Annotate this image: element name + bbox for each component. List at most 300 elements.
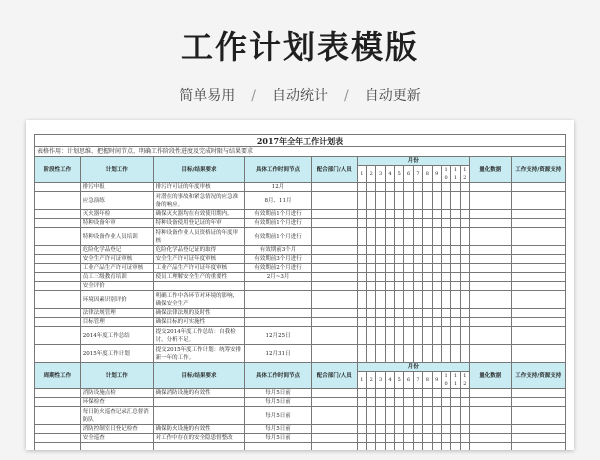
department-cell — [311, 228, 357, 246]
month-cell — [451, 264, 460, 273]
month-cell — [357, 318, 366, 327]
month-cell — [367, 398, 376, 407]
time-node-cell: 每月5日前 — [245, 425, 312, 434]
month-cell — [460, 282, 469, 291]
month-cell — [404, 192, 413, 210]
table-row — [35, 434, 566, 443]
month-cell — [432, 389, 441, 398]
quant-data-cell — [469, 425, 511, 434]
month-cell — [404, 183, 413, 192]
month-cell — [385, 318, 394, 327]
month-cell — [460, 219, 469, 228]
month-cell — [367, 425, 376, 434]
month-cell — [432, 309, 441, 318]
month-cell — [432, 282, 441, 291]
month-cell — [441, 183, 450, 192]
month-cell — [395, 291, 404, 309]
month-cell — [460, 318, 469, 327]
month-cell — [432, 443, 441, 451]
month-cell — [385, 273, 394, 282]
month-cell — [385, 183, 394, 192]
header-department: 配合部门/人员 — [311, 157, 357, 183]
month-cell — [376, 273, 385, 282]
month-cell — [432, 192, 441, 210]
month-cell — [441, 398, 450, 407]
month-cell — [413, 273, 422, 282]
header-periodic-work: 周期性工作 — [35, 363, 81, 389]
month-cell — [376, 425, 385, 434]
header-month: 月份 — [357, 157, 469, 166]
phase-cell — [35, 434, 81, 443]
department-cell — [311, 219, 357, 228]
goal-cell — [153, 443, 245, 451]
month-header-cell: 6 — [404, 166, 413, 183]
month-cell — [423, 407, 432, 425]
phase-cell — [35, 345, 81, 363]
spreadsheet-preview — [26, 120, 574, 450]
table-row — [35, 210, 566, 219]
support-cell — [511, 327, 565, 345]
month-cell — [432, 255, 441, 264]
month-cell — [385, 345, 394, 363]
quant-data-cell — [469, 255, 511, 264]
month-cell — [404, 327, 413, 345]
phase-cell — [35, 192, 81, 210]
month-cell — [395, 228, 404, 246]
quant-data-cell — [469, 183, 511, 192]
goal-cell: 安全生产许可证年度审核 — [153, 255, 245, 264]
department-cell — [311, 434, 357, 443]
month-cell — [376, 318, 385, 327]
month-cell — [385, 246, 394, 255]
month-cell — [451, 255, 460, 264]
table-row — [35, 291, 566, 309]
table-row — [35, 318, 566, 327]
month-cell — [357, 255, 366, 264]
month-cell — [451, 309, 460, 318]
month-cell — [376, 309, 385, 318]
month-cell — [376, 407, 385, 425]
goal-cell — [153, 282, 245, 291]
month-cell — [460, 425, 469, 434]
time-node-cell: 每月5日前 — [245, 398, 312, 407]
month-cell — [460, 210, 469, 219]
month-cell — [404, 318, 413, 327]
month-cell — [404, 309, 413, 318]
month-cell — [451, 389, 460, 398]
month-cell — [460, 291, 469, 309]
table-row — [35, 443, 566, 451]
month-cell — [423, 273, 432, 282]
month-cell — [451, 219, 460, 228]
plan-work-cell: 消防控制室日登记检查 — [80, 425, 153, 434]
month-cell — [357, 210, 366, 219]
phase-cell — [35, 389, 81, 398]
month-cell — [385, 327, 394, 345]
month-cell — [367, 219, 376, 228]
month-cell — [441, 425, 450, 434]
month-header-cell: 7 — [413, 372, 422, 389]
month-header-cell: 10 — [441, 372, 450, 389]
quant-data-cell — [469, 327, 511, 345]
table-row — [35, 425, 566, 434]
month-cell — [432, 183, 441, 192]
month-cell — [441, 264, 450, 273]
goal-cell — [153, 398, 245, 407]
phase-cell — [35, 398, 81, 407]
phase-cell — [35, 228, 81, 246]
month-cell — [395, 389, 404, 398]
month-cell — [460, 273, 469, 282]
month-header-cell: 1 — [357, 372, 366, 389]
support-cell — [511, 282, 565, 291]
month-cell — [413, 228, 422, 246]
department-cell — [311, 389, 357, 398]
plan-work-cell: 消防设施点检 — [80, 389, 153, 398]
month-cell — [441, 255, 450, 264]
time-node-cell: 12月25日 — [245, 327, 312, 345]
time-node-cell: 有效期前1个月进行 — [245, 210, 312, 219]
month-header-cell: 8 — [423, 372, 432, 389]
month-cell — [395, 264, 404, 273]
month-cell — [413, 219, 422, 228]
month-cell — [367, 327, 376, 345]
month-cell — [413, 282, 422, 291]
month-cell — [451, 273, 460, 282]
department-cell — [311, 291, 357, 309]
month-cell — [413, 389, 422, 398]
month-header-cell: 3 — [376, 166, 385, 183]
month-cell — [451, 443, 460, 451]
month-header-cell: 6 — [404, 372, 413, 389]
table-row — [35, 407, 566, 425]
month-cell — [441, 219, 450, 228]
month-cell — [367, 443, 376, 451]
month-header-cell: 4 — [385, 372, 394, 389]
quant-data-cell — [469, 318, 511, 327]
month-cell — [423, 398, 432, 407]
support-cell — [511, 443, 565, 451]
department-cell — [311, 318, 357, 327]
support-cell — [511, 291, 565, 309]
month-cell — [451, 246, 460, 255]
month-cell — [423, 434, 432, 443]
table-note: 表格作用：计划思维、把握时间节点、明确工作阶段性进度及完成时限与结果要求 — [35, 147, 566, 157]
department-cell — [311, 425, 357, 434]
month-cell — [404, 425, 413, 434]
feature-tag-auto-stats: 自动统计 — [272, 88, 328, 104]
month-cell — [451, 192, 460, 210]
month-cell — [385, 434, 394, 443]
separator: / — [344, 88, 349, 104]
month-cell — [385, 264, 394, 273]
month-cell — [423, 210, 432, 219]
month-cell — [432, 228, 441, 246]
month-cell — [367, 407, 376, 425]
month-cell — [423, 228, 432, 246]
goal-cell: 对潜在的事故和紧急情况的应急准备的响应。 — [153, 192, 245, 210]
time-node-cell — [245, 318, 312, 327]
quant-data-cell — [469, 407, 511, 425]
plan-work-cell: 工业产品生产许可证审核 — [80, 264, 153, 273]
goal-cell: 明确工作中各环节对环境的影响，确保安全生产 — [153, 291, 245, 309]
month-cell — [385, 282, 394, 291]
month-cell — [357, 434, 366, 443]
department-cell — [311, 327, 357, 345]
time-node-cell: 8月、11月 — [245, 192, 312, 210]
month-cell — [367, 282, 376, 291]
month-cell — [404, 255, 413, 264]
month-cell — [441, 407, 450, 425]
month-cell — [413, 183, 422, 192]
month-cell — [376, 228, 385, 246]
month-cell — [385, 219, 394, 228]
time-node-cell: 12月31日 — [245, 345, 312, 363]
month-header-cell: 8 — [423, 166, 432, 183]
header-time-node: 具体工作时间节点 — [245, 157, 312, 183]
feature-tag-auto-update: 自动更新 — [364, 88, 421, 104]
month-cell — [395, 273, 404, 282]
month-cell — [357, 425, 366, 434]
table-row — [35, 264, 566, 273]
month-cell — [423, 309, 432, 318]
month-cell — [441, 228, 450, 246]
month-cell — [395, 192, 404, 210]
month-header-cell: 12 — [460, 372, 469, 389]
month-cell — [451, 183, 460, 192]
month-cell — [385, 398, 394, 407]
quant-data-cell — [469, 309, 511, 318]
table-row — [35, 309, 566, 318]
month-cell — [367, 273, 376, 282]
month-cell — [367, 291, 376, 309]
month-cell — [357, 443, 366, 451]
month-cell — [367, 228, 376, 246]
goal-cell: 使员工理解安全生产的重要性 — [153, 273, 245, 282]
phase-cell — [35, 273, 81, 282]
month-cell — [357, 309, 366, 318]
month-cell — [423, 318, 432, 327]
month-cell — [376, 246, 385, 255]
month-cell — [432, 327, 441, 345]
department-cell — [311, 192, 357, 210]
plan-work-cell: 应急演练 — [80, 192, 153, 210]
time-node-cell: 有效期前3个月进行 — [245, 255, 312, 264]
month-header-cell: 2 — [367, 166, 376, 183]
phase-cell — [35, 210, 81, 219]
month-cell — [395, 318, 404, 327]
month-cell — [404, 219, 413, 228]
phase-cell — [35, 246, 81, 255]
time-node-cell: 12月 — [245, 183, 312, 192]
month-header-cell: 11 — [451, 166, 460, 183]
month-cell — [441, 291, 450, 309]
month-cell — [423, 345, 432, 363]
month-cell — [441, 434, 450, 443]
month-cell — [376, 327, 385, 345]
table-row — [35, 345, 566, 363]
month-cell — [367, 264, 376, 273]
month-cell — [367, 309, 376, 318]
month-cell — [441, 443, 450, 451]
work-plan-table — [34, 134, 566, 450]
support-cell — [511, 389, 565, 398]
month-cell — [413, 309, 422, 318]
plan-work-cell: 环保检查 — [80, 398, 153, 407]
month-cell — [395, 327, 404, 345]
feature-tag-easy: 简单易用 — [179, 88, 236, 104]
plan-work-cell: 排污申报 — [80, 183, 153, 192]
month-cell — [460, 398, 469, 407]
department-cell — [311, 398, 357, 407]
month-cell — [367, 345, 376, 363]
header-support: 工作支持/资源支持 — [511, 363, 565, 389]
table-row — [35, 255, 566, 264]
month-cell — [460, 327, 469, 345]
month-cell — [367, 255, 376, 264]
time-node-cell — [245, 282, 312, 291]
month-cell — [395, 246, 404, 255]
month-cell — [395, 425, 404, 434]
phase-cell — [35, 264, 81, 273]
month-cell — [376, 264, 385, 273]
quant-data-cell — [469, 389, 511, 398]
month-cell — [413, 407, 422, 425]
month-cell — [376, 192, 385, 210]
goal-cell: 提交2014年度工作总结：自我检讨，分析不足。 — [153, 327, 245, 345]
month-cell — [423, 219, 432, 228]
department-cell — [311, 407, 357, 425]
support-cell — [511, 210, 565, 219]
month-cell — [376, 183, 385, 192]
department-cell — [311, 345, 357, 363]
plan-work-cell: 员工三级教育培训 — [80, 273, 153, 282]
goal-cell — [153, 407, 245, 425]
header-time-node: 具体工作时间节点 — [245, 363, 312, 389]
month-cell — [441, 309, 450, 318]
time-node-cell: 2月~3月 — [245, 273, 312, 282]
department-cell — [311, 264, 357, 273]
time-node-cell: 每月5日前 — [245, 407, 312, 425]
month-cell — [357, 219, 366, 228]
support-cell — [511, 255, 565, 264]
quant-data-cell — [469, 345, 511, 363]
month-cell — [441, 282, 450, 291]
month-cell — [404, 246, 413, 255]
month-cell — [460, 255, 469, 264]
plan-work-cell: 2014年度工作总结 — [80, 327, 153, 345]
month-cell — [441, 345, 450, 363]
support-cell — [511, 219, 565, 228]
month-cell — [413, 345, 422, 363]
month-cell — [357, 246, 366, 255]
support-cell — [511, 345, 565, 363]
month-cell — [413, 192, 422, 210]
table-row — [35, 398, 566, 407]
header-department: 配合部门/人员 — [311, 363, 357, 389]
month-cell — [367, 183, 376, 192]
table-row — [35, 183, 566, 192]
plan-work-cell: 环境因素识别评价 — [80, 291, 153, 309]
department-cell — [311, 246, 357, 255]
table-row — [35, 219, 566, 228]
month-cell — [441, 389, 450, 398]
department-cell — [311, 183, 357, 192]
goal-cell: 排污许可证的年度审核 — [153, 183, 245, 192]
time-node-cell — [245, 309, 312, 318]
support-cell — [511, 264, 565, 273]
month-cell — [413, 264, 422, 273]
month-header-cell: 9 — [432, 372, 441, 389]
month-cell — [404, 407, 413, 425]
quant-data-cell — [469, 398, 511, 407]
quant-data-cell — [469, 282, 511, 291]
month-cell — [395, 255, 404, 264]
month-cell — [432, 264, 441, 273]
month-cell — [367, 434, 376, 443]
table-row — [35, 273, 566, 282]
support-cell — [511, 398, 565, 407]
month-cell — [423, 327, 432, 345]
month-cell — [413, 434, 422, 443]
phase-cell — [35, 255, 81, 264]
goal-cell: 确保法律法规的及时性 — [153, 309, 245, 318]
month-cell — [441, 246, 450, 255]
month-cell — [357, 264, 366, 273]
time-node-cell: 有效期前1个月进行 — [245, 228, 312, 246]
support-cell — [511, 407, 565, 425]
quant-data-cell — [469, 291, 511, 309]
month-cell — [413, 246, 422, 255]
month-cell — [413, 291, 422, 309]
department-cell — [311, 255, 357, 264]
time-node-cell: 每月5日前 — [245, 389, 312, 398]
month-cell — [376, 210, 385, 219]
month-cell — [357, 398, 366, 407]
month-cell — [376, 398, 385, 407]
goal-cell: 特种设备使用登记证的年审 — [153, 219, 245, 228]
month-cell — [451, 345, 460, 363]
month-header-cell: 1 — [357, 166, 366, 183]
phase-cell — [35, 183, 81, 192]
month-cell — [357, 345, 366, 363]
month-cell — [367, 318, 376, 327]
month-cell — [460, 228, 469, 246]
month-cell — [432, 398, 441, 407]
month-cell — [460, 407, 469, 425]
month-cell — [385, 309, 394, 318]
month-cell — [432, 291, 441, 309]
month-cell — [423, 291, 432, 309]
phase-cell — [35, 407, 81, 425]
month-cell — [413, 318, 422, 327]
time-node-cell — [245, 443, 312, 451]
month-cell — [423, 192, 432, 210]
phase-cell — [35, 425, 81, 434]
plan-work-cell: 每日防火巡查记录汇总督消防队 — [80, 407, 153, 425]
month-cell — [385, 407, 394, 425]
department-cell — [311, 309, 357, 318]
support-cell — [511, 228, 565, 246]
month-cell — [432, 345, 441, 363]
month-cell — [404, 291, 413, 309]
department-cell — [311, 273, 357, 282]
month-cell — [395, 345, 404, 363]
month-cell — [367, 192, 376, 210]
quant-data-cell — [469, 246, 511, 255]
month-cell — [432, 434, 441, 443]
month-cell — [413, 327, 422, 345]
